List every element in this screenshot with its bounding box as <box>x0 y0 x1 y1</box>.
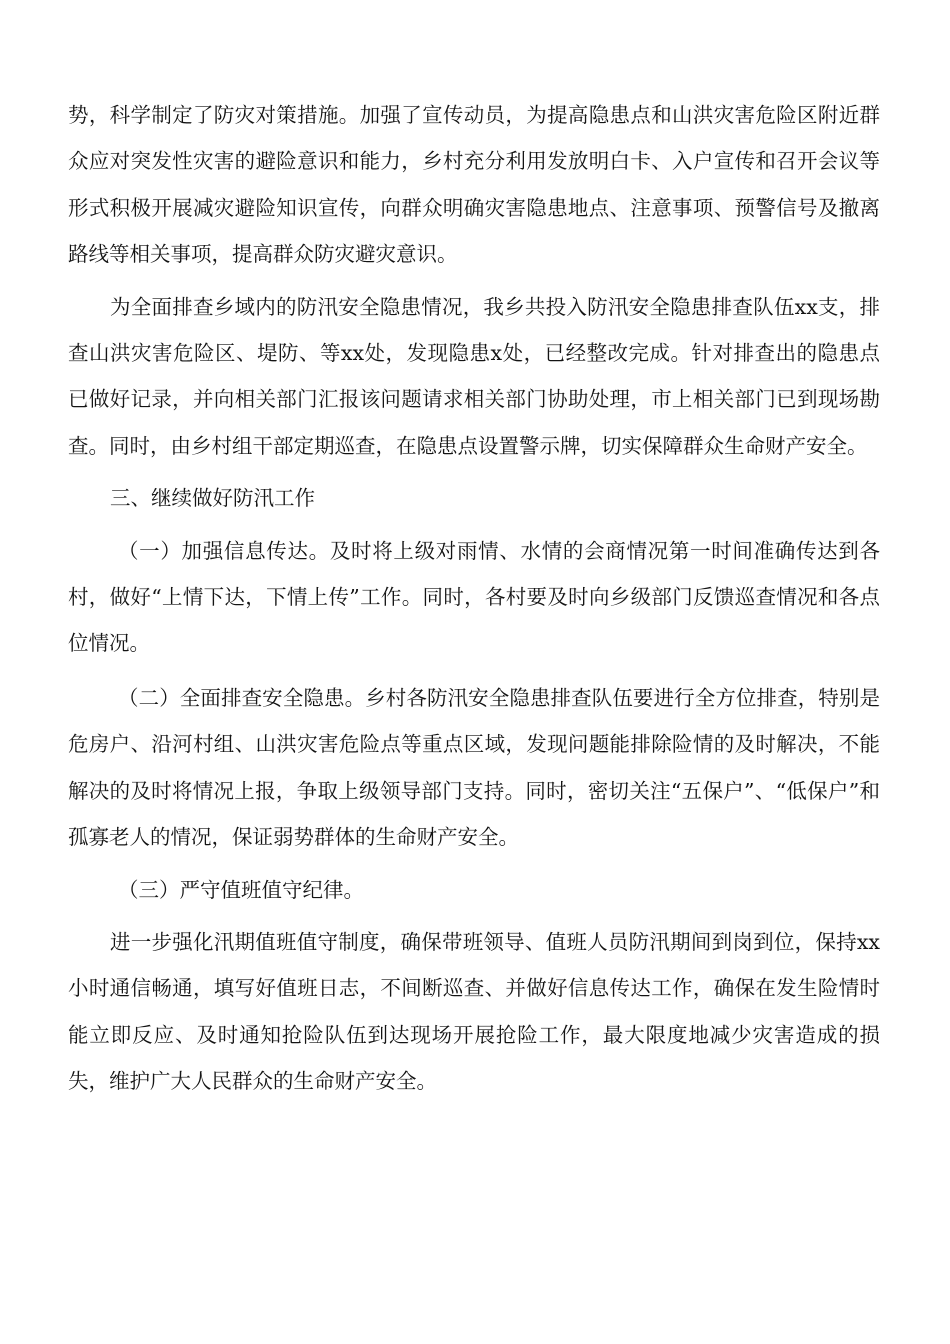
subheading-duty-discipline: （三）严守值班值守纪律。 <box>118 877 364 902</box>
paragraph-inspection: 为全面排查乡域内的防汛安全隐患情况，我乡共投入防汛安全隐患排查队伍xx支，排查山洪灾害危险区、堤防、等xx处，发现隐患x处，已经整改完成。针对排查出的隐患点已做好记录，并向相关部门汇报该问题请求相关部门协助处理，市上相关部门已到现场勘查。同时，由乡村组干部定期巡查，在隐患点设置警示牌，切实保障群众生命财产安全。 <box>68 294 880 458</box>
paragraph-continuation: 势，科学制定了防灾对策措施。加强了宣传动员，为提高隐患点和山洪灾害危险区附近群众应对突发性灾害的避险意识和能力，乡村充分利用发放明白卡、入户宣传和召开会议等形式积极开展减灾避险知识宣传，向群众明确灾害隐患地点、注意事项、预警信号及撤离路线等相关事项，提高群众防灾避灾意识。 <box>68 103 880 267</box>
document-body <box>68 92 880 1105</box>
section-heading: 三、继续做好防汛工作 <box>110 486 315 511</box>
paragraph-hazard-check: （二）全面排查安全隐患。乡村各防汛安全隐患排查队伍要进行全方位排查，特别是危房户、沿河村组、山洪灾害危险点等重点区域，发现问题能排除险情的及时解决，不能解决的及时将情况上报，争取上级领导部门支持。同时，密切关注“五保户”、“低保户”和孤寡老人的情况，保证弱势群体的生命财产安全。 <box>68 685 880 850</box>
paragraph-info-transmission: （一）加强信息传达。及时将上级对雨情、水情的会商情况第一时间准确传达到各村，做好“上情下达，下情上传”工作。同时，各村要及时向乡级部门反馈巡查情况和各点位情况。 <box>68 538 880 656</box>
paragraph-duty-system: 进一步强化汛期值班值守制度，确保带班领导、值班人员防汛期间到岗到位，保持xx小时通信畅通，填写好值班日志，不间断巡查、并做好信息传达工作，确保在发生险情时能立即反应、及时通知抢险队伍到达现场开展抢险工作，最大限度地减少灾害造成的损失，维护广大人民群众的生命财产安全。 <box>68 929 880 1094</box>
